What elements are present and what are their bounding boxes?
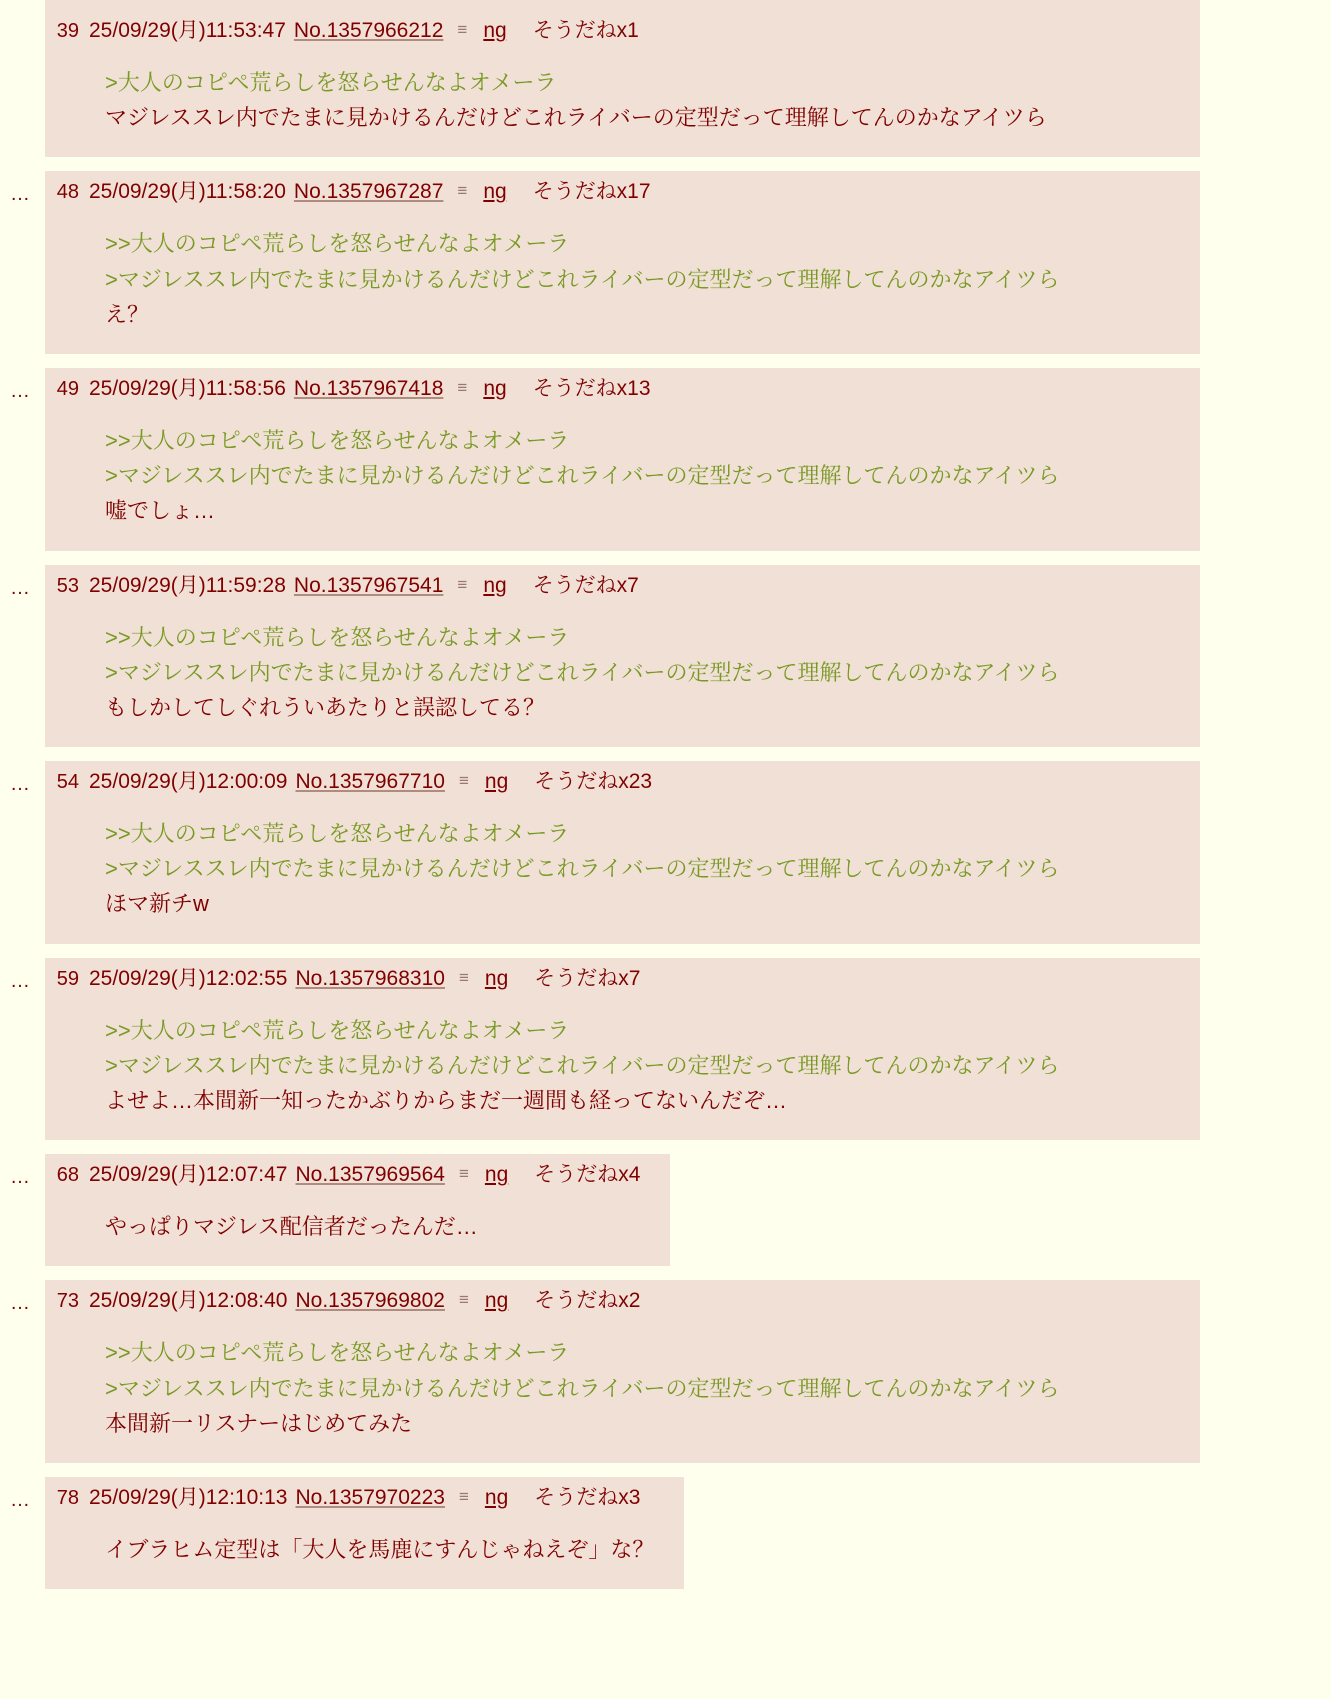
quote-line: >大人のコピペ荒らしを怒らせんなよオメーラ [105, 70, 557, 95]
soudane-counter[interactable]: そうだねx2 [534, 1289, 641, 1313]
quote-line: >マジレススレ内でたまに見かけるんだけどこれライバーの定型だって理解してんのかなアイツら [105, 856, 1060, 882]
ng-button[interactable]: ng [483, 19, 507, 42]
post-menu-icon[interactable]: ≡ [457, 20, 468, 39]
quote-line: >>大人のコピペ荒らしを怒らせんなよオメーラ [105, 1340, 570, 1366]
post-text [45, 405, 1200, 529]
quote-line: >>大人のコピペ荒らしを怒らせんなよオメーラ [105, 821, 570, 847]
post-number: 49 [56, 377, 79, 400]
post-body-wrapper [45, 368, 1200, 551]
ng-button[interactable]: ng [483, 180, 507, 204]
post-id-link[interactable]: No.1357970223 [295, 1485, 445, 1509]
post [0, 10, 1331, 157]
soudane-counter[interactable]: そうだねx7 [534, 966, 641, 990]
post [0, 1154, 1331, 1266]
post-body-wrapper [45, 958, 1200, 1141]
post-menu-icon[interactable]: ≡ [457, 377, 468, 397]
ng-button[interactable]: ng [484, 1289, 509, 1313]
ng-button[interactable]: ng [484, 770, 509, 794]
post [0, 1280, 1331, 1463]
post-timestamp: 25/09/29(月)12:08:40 [89, 1289, 288, 1313]
quote-line: >>大人のコピペ荒らしを怒らせんなよオメーラ [105, 231, 570, 257]
post-header [45, 368, 1200, 405]
post-collapse-icon[interactable]: … [10, 379, 32, 402]
text-line: 嘘でしょ… [105, 498, 216, 524]
text-line: イブラヒム定型は「大人を馬鹿にすんじゃねえぞ」な？ [105, 1536, 655, 1562]
quote-line: >>大人のコピペ荒らしを怒らせんなよオメーラ [105, 1017, 570, 1043]
quote-line: >>大人のコピペ荒らしを怒らせんなよオメーラ [105, 427, 570, 453]
text-line: マジレススレ内でたまに見かけるんだけどこれライバーの定型だって理解してんのかなアイツら [105, 105, 1047, 131]
soudane-counter[interactable]: そうだねx4 [534, 1163, 641, 1187]
post-collapse-icon[interactable]: … [10, 1166, 32, 1189]
soudane-counter[interactable]: そうだねx23 [534, 770, 653, 794]
post-text [45, 47, 1200, 135]
post-text [45, 995, 1200, 1119]
post-number: 48 [56, 181, 79, 204]
post [0, 958, 1331, 1141]
post-id-link[interactable]: No.1357969564 [295, 1163, 445, 1187]
post-timestamp: 25/09/29(月)12:10:13 [89, 1485, 288, 1509]
text-line: 本間新一リスナーはじめてみた [105, 1410, 413, 1436]
soudane-counter[interactable]: そうだねx3 [534, 1485, 641, 1509]
post-menu-icon[interactable]: ≡ [458, 967, 469, 987]
post-text [45, 208, 1200, 332]
ng-button[interactable]: ng [484, 1485, 509, 1509]
soudane-counter[interactable]: そうだねx13 [532, 376, 651, 400]
text-line: え？ [105, 301, 150, 327]
post-id-link[interactable]: No.1357967710 [295, 770, 445, 794]
quote-line: >マジレススレ内でたまに見かけるんだけどこれライバーの定型だって理解してんのかなアイツら [105, 266, 1060, 292]
ng-button[interactable]: ng [484, 1163, 509, 1187]
post [0, 368, 1331, 551]
soudane-counter[interactable]: そうだねx17 [532, 180, 651, 204]
post [0, 565, 1331, 748]
quote-line: >>大人のコピペ荒らしを怒らせんなよオメーラ [105, 624, 570, 650]
post-timestamp: 25/09/29(月)12:02:55 [89, 966, 288, 990]
post-timestamp: 25/09/29(月)11:58:20 [89, 180, 286, 204]
post-body-wrapper [45, 10, 1200, 157]
post-timestamp: 25/09/29(月)11:53:47 [89, 19, 286, 42]
quote-line: >マジレススレ内でたまに見かけるんだけどこれライバーの定型だって理解してんのかなアイツら [105, 463, 1060, 489]
post-header [45, 171, 1200, 208]
post [0, 171, 1331, 354]
post-collapse-icon[interactable]: … [10, 183, 32, 206]
post-collapse-icon[interactable]: … [10, 969, 32, 992]
post [0, 1477, 1331, 1589]
post-collapse-icon[interactable]: … [10, 1488, 32, 1511]
post-timestamp: 25/09/29(月)11:58:56 [89, 376, 286, 400]
ng-button[interactable]: ng [483, 376, 507, 400]
text-line: もしかしてしぐれういあたりと誤認してる？ [105, 694, 546, 720]
post-number: 78 [56, 1486, 79, 1509]
post-body-wrapper [45, 171, 1200, 354]
post-header [45, 958, 1200, 995]
post-number: 39 [56, 20, 79, 42]
post-timestamp: 25/09/29(月)12:07:47 [89, 1163, 288, 1187]
post-collapse-icon[interactable]: … [10, 1292, 32, 1315]
post-collapse-icon[interactable]: … [10, 576, 32, 599]
post-header [45, 1154, 640, 1191]
post-body-wrapper [45, 1280, 1200, 1463]
post-body-wrapper [45, 565, 1200, 748]
post-menu-icon[interactable]: ≡ [458, 1486, 469, 1506]
post-header [45, 1280, 1200, 1317]
post-id-link[interactable]: No.1357968310 [295, 966, 445, 990]
post-header [45, 761, 1200, 798]
post-number: 68 [56, 1164, 79, 1187]
post-body-wrapper [45, 1477, 684, 1589]
post-text [45, 798, 1200, 922]
post-header [45, 565, 1200, 602]
post-timestamp: 25/09/29(月)11:59:28 [89, 573, 286, 597]
quote-line: >マジレススレ内でたまに見かけるんだけどこれライバーの定型だって理解してんのかなアイツら [105, 659, 1060, 685]
post-text [45, 1514, 654, 1567]
post-menu-icon[interactable]: ≡ [458, 1290, 469, 1310]
ng-button[interactable]: ng [484, 966, 509, 990]
post-id-link[interactable]: No.1357967287 [293, 180, 444, 204]
post-collapse-icon[interactable]: … [10, 773, 32, 796]
post-timestamp: 25/09/29(月)12:00:09 [89, 770, 288, 794]
quote-line: >マジレススレ内でたまに見かけるんだけどこれライバーの定型だって理解してんのかなアイツら [105, 1052, 1060, 1078]
post-body-wrapper [45, 761, 1200, 944]
post-header [45, 10, 1200, 47]
post-id-link[interactable]: No.1357967541 [293, 573, 444, 597]
post-number: 53 [56, 574, 79, 597]
text-line: ほマ新チw [105, 891, 209, 917]
post-id-link[interactable]: No.1357967418 [293, 376, 444, 400]
post [0, 761, 1331, 944]
quote-line: >マジレススレ内でたまに見かけるんだけどこれライバーの定型だって理解してんのかなアイツら [105, 1375, 1060, 1401]
post-menu-icon[interactable]: ≡ [457, 181, 468, 201]
post-header [45, 1477, 654, 1514]
text-line: よせよ…本間新一知ったかぶりからまだ一週間も経ってないんだぞ… [105, 1088, 788, 1113]
post-text [45, 1191, 640, 1244]
post-text [45, 1317, 1200, 1441]
post-number: 73 [56, 1290, 79, 1313]
text-line: やっぱりマジレス配信者だったんだ… [105, 1214, 478, 1240]
soudane-counter[interactable]: そうだねx1 [532, 19, 639, 42]
post-menu-icon[interactable]: ≡ [458, 1164, 469, 1184]
post-menu-icon[interactable]: ≡ [458, 771, 469, 791]
post-number: 54 [56, 771, 79, 794]
post-menu-icon[interactable]: ≡ [457, 574, 468, 594]
post-number: 59 [56, 967, 79, 990]
posts-container [0, 10, 1331, 1589]
soudane-counter[interactable]: そうだねx7 [532, 573, 639, 597]
ng-button[interactable]: ng [483, 573, 507, 597]
post-text [45, 602, 1200, 726]
previous-post-cutoff [45, 0, 1200, 10]
post-id-link[interactable]: No.1357969802 [295, 1289, 445, 1313]
post-body-wrapper [45, 1154, 670, 1266]
post-id-link[interactable]: No.1357966212 [293, 19, 444, 42]
